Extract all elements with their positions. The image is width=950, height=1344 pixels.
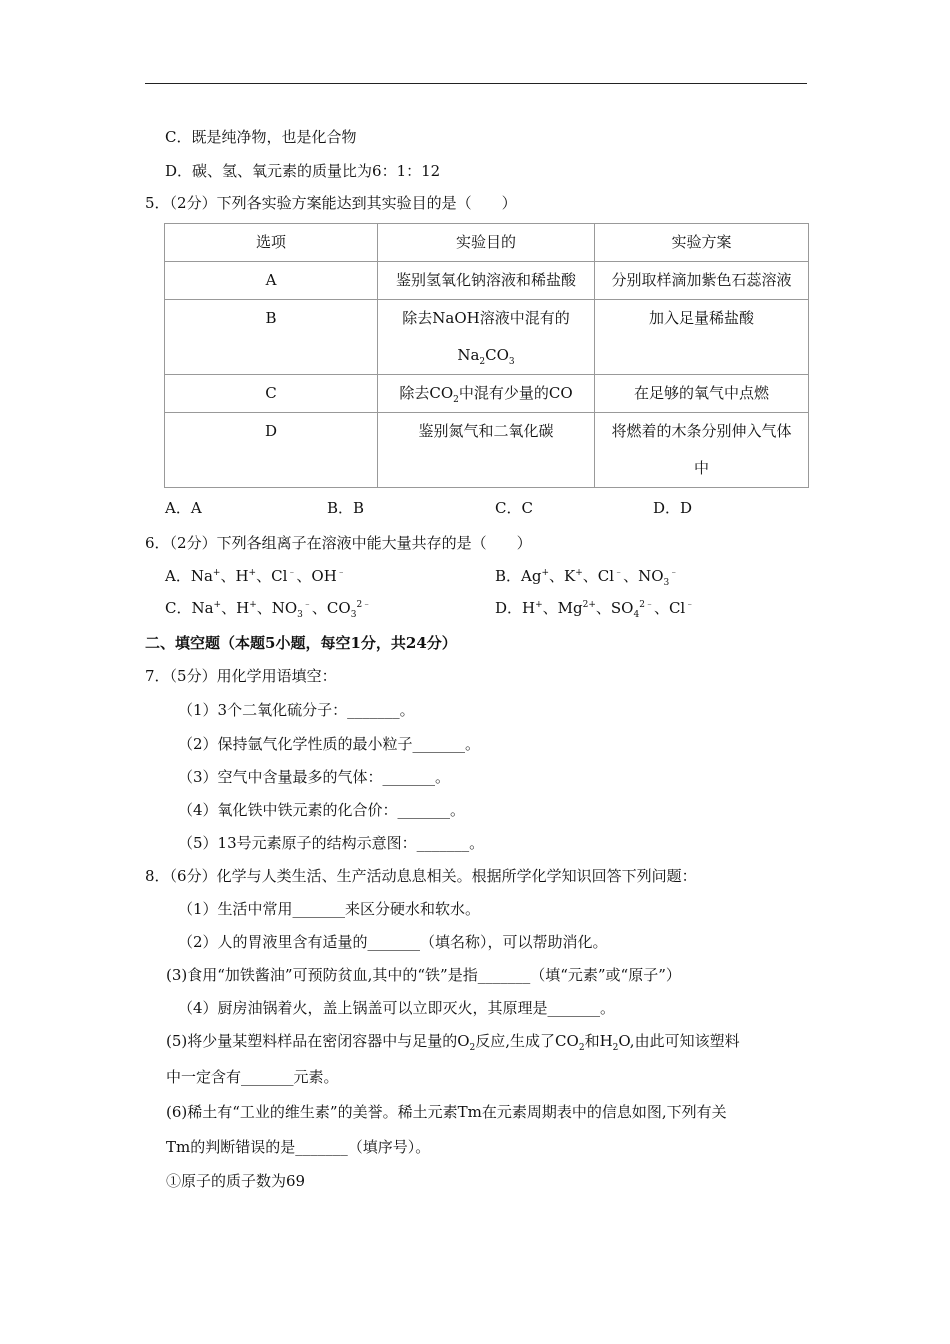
q8-item: Tm的判断错误的是_______（填序号）。 [166,1138,431,1156]
q5-stem: 5．（2分）下列各实验方案能达到其实验目的是（ ） [145,194,517,212]
q8-stem: 8．（6分）化学与人类生活、生产活动息息相关。根据所学化学知识回答下列问题： [145,867,697,885]
q7-stem: 7．（5分）用化学用语填空： [145,667,337,685]
table-cell: 加入足量稀盐酸 [595,300,809,375]
q8-item: (3)食用“加铁酱油”可预防贫血,其中的“铁”是指_______（填“元素”或“原子”） [166,966,681,984]
q8-item: (6)稀土有“工业的维生素”的美誉。稀土元素Tm在元素周期表中的信息如图,下列有关 [166,1103,727,1121]
table-cell: D [165,413,378,488]
q5-answer-a: A．A [165,499,202,517]
q4-option-d: D．碳、氢、氧元素的质量比为6：1：12 [165,162,441,180]
table-cell: 鉴别氮气和二氧化碳 [378,413,595,488]
q6-stem: 6．（2分）下列各组离子在溶液中能大量共存的是（ ） [145,534,532,552]
table-header: 选项 [165,224,378,262]
table-cell: 在足够的氧气中点燃 [595,375,809,413]
q5-table [164,223,809,488]
q5-answer-d: D．D [653,499,693,517]
table-row [165,413,809,488]
q8-item: 中一定含有_______元素。 [166,1068,339,1086]
table-header: 实验目的 [378,224,595,262]
q7-item: （1）3个二氧化硫分子：_______。 [178,701,415,719]
q8-item: ①原子的质子数为69 [166,1172,306,1190]
table-header: 实验方案 [595,224,809,262]
table-cell: C [165,375,378,413]
section-heading: 二、填空题（本题5小题，每空1分，共24分） [145,634,457,652]
q4-option-c: C．既是纯净物，也是化合物 [165,128,357,146]
table-cell [595,413,809,488]
q6-option-a: A．Na+、H+、Cl﹣、OH﹣ [165,567,346,585]
q5-answer-b: B．B [327,499,365,517]
cell-line: 中 [693,459,709,477]
cell-line: $Na_2CO_3$ [457,346,515,367]
q6-option-b: B．Ag+、K+、Cl﹣、$NO_3^﹣$ [495,567,679,588]
table-cell: 分别取样滴加紫色石蕊溶液 [595,262,809,300]
table-cell: B [165,300,378,375]
q7-item: （5）13号元素原子的结构示意图：_______。 [178,834,485,852]
table-row [165,262,809,300]
q6-option-d: D．H+、$Mg^{2+}$、$SO_4^{2﹣}$、Cl﹣ [495,599,695,620]
q8-item: （1）生活中常用_______来区分硬水和软水。 [178,900,481,918]
header-rule [145,83,807,84]
table-row [165,300,809,375]
q8-item: （2）人的胃液里含有适量的_______（填名称），可以帮助消化。 [178,933,608,951]
q8-item: (5)将少量某塑料样品在密闭容器中与足量的$O_2$反应,生成了$CO_2$和$H_2O$,由此可知该塑料 [166,1032,740,1053]
q7-item: （4）氧化铁中铁元素的化合价：_______。 [178,801,466,819]
cell-line: 除去NaOH溶液中混有的 [402,309,570,327]
q7-item: （3）空气中含量最多的气体：_______。 [178,768,451,786]
table-cell: 鉴别氢氧化钠溶液和稀盐酸 [378,262,595,300]
table-row [165,375,809,413]
table-cell: A [165,262,378,300]
q6-option-c: C．Na+、H+、$NO_3^﹣$、$CO_3^{2﹣}$ [165,599,372,620]
cell-line: 将燃着的木条分别伸入气体 [611,422,792,440]
q8-item: （4）厨房油锅着火，盖上锅盖可以立即灭火，其原理是_______。 [178,999,616,1017]
q5-answer-c: C．C [495,499,533,517]
table-cell: 除去$CO_2$中混有少量的CO [378,375,595,413]
table-cell [378,300,595,375]
q7-item: （2）保持氩气化学性质的最小粒子_______。 [178,735,481,753]
